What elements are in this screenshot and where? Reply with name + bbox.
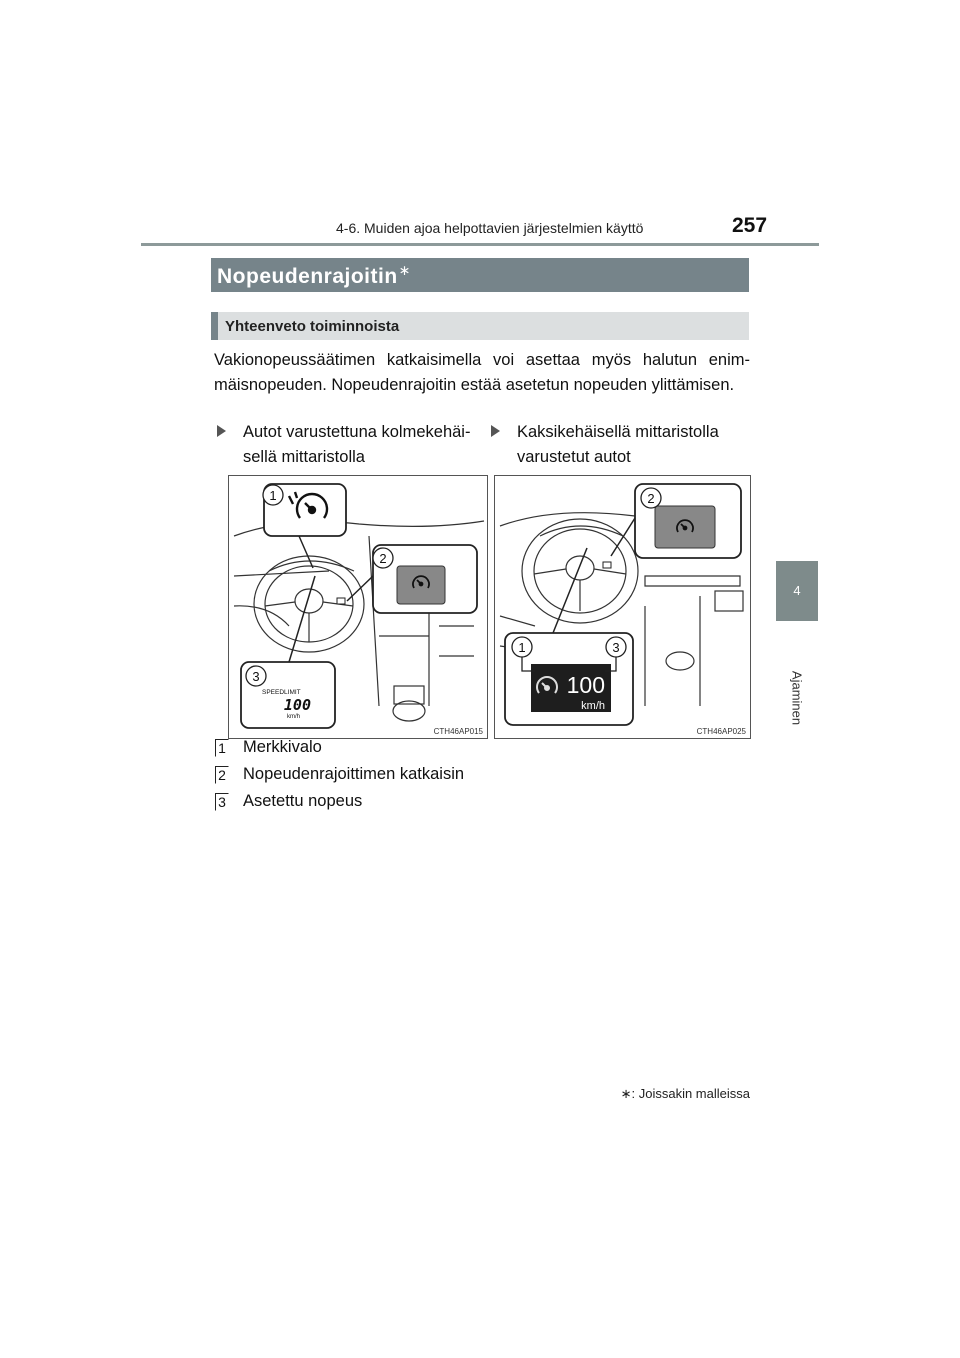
legend-number-box: [215, 793, 229, 811]
legend-number-box: [215, 766, 229, 784]
running-header-title: 4-6. Muiden ajoa helpottavien järjestelmien käyttö: [336, 220, 644, 236]
display-speed-unit: km/h: [581, 700, 605, 712]
section-title-text: Nopeudenrajoitin: [217, 265, 398, 288]
figure-three-ring-meter: [228, 475, 488, 739]
display-speed-value: 100: [566, 672, 605, 698]
callout-number-3: 3: [252, 669, 260, 684]
variant-label: Autot varustettuna kolmekehäisellä mittaristolla: [243, 423, 471, 466]
footnote: ∗: Joissakin malleissa: [620, 1086, 750, 1101]
chapter-side-label: [772, 658, 822, 738]
display-limit-unit: km/h: [287, 714, 301, 720]
variant-three-ring-meter: [217, 420, 487, 472]
legend-text: Asetettu nopeus: [243, 792, 363, 810]
legend-number: 3: [218, 794, 226, 810]
bullet-triangle-icon: [217, 425, 226, 437]
callout-number-3: 3: [612, 640, 620, 655]
legend-number: 2: [218, 767, 226, 783]
legend-item: [215, 738, 515, 760]
legend-item: [215, 765, 515, 787]
display-limit-value: 100: [283, 696, 311, 714]
callout-number-1: 1: [269, 488, 277, 503]
dashboard-illustration-right: [495, 476, 750, 738]
header-rule: [141, 243, 819, 246]
intro-paragraph: Vakionopeussäätimen katkaisimella voi asettaa myös halutun enimmäisnopeuden. Nopeudenrajoitin estää asetetun nopeuden ylittämisen.: [214, 351, 750, 394]
legend-number-box: [215, 739, 229, 757]
callout-number-2: 2: [647, 491, 655, 506]
chapter-name: Ajaminen: [789, 670, 805, 726]
figure-two-ring-meter: [494, 475, 751, 739]
figure-code: CTH46AP015: [433, 727, 483, 736]
variant-two-ring-meter: [491, 420, 751, 472]
section-title: [217, 262, 411, 289]
subsection-accent: [211, 312, 218, 340]
legend-item: [215, 792, 515, 814]
callout-number-1: 1: [518, 640, 526, 655]
callout-number-2: 2: [379, 551, 387, 566]
legend-number: 1: [218, 740, 226, 756]
subsection-title: Yhteenveto toiminnoista: [225, 318, 400, 335]
page-number: 257: [732, 214, 768, 237]
bullet-triangle-icon: [491, 425, 500, 437]
chapter-tab: 4: [776, 561, 818, 621]
legend-text: Merkkivalo: [243, 738, 322, 756]
variant-label: Kaksikehäisellä mittaristolla varustetut autot: [517, 423, 719, 466]
figure-code: CTH46AP025: [696, 727, 746, 736]
asterisk-mark: ∗: [398, 262, 411, 278]
display-limit-label: SPEEDLIMIT: [262, 689, 301, 696]
dashboard-illustration-left: [229, 476, 487, 738]
legend-text: Nopeudenrajoittimen katkaisin: [243, 765, 465, 783]
